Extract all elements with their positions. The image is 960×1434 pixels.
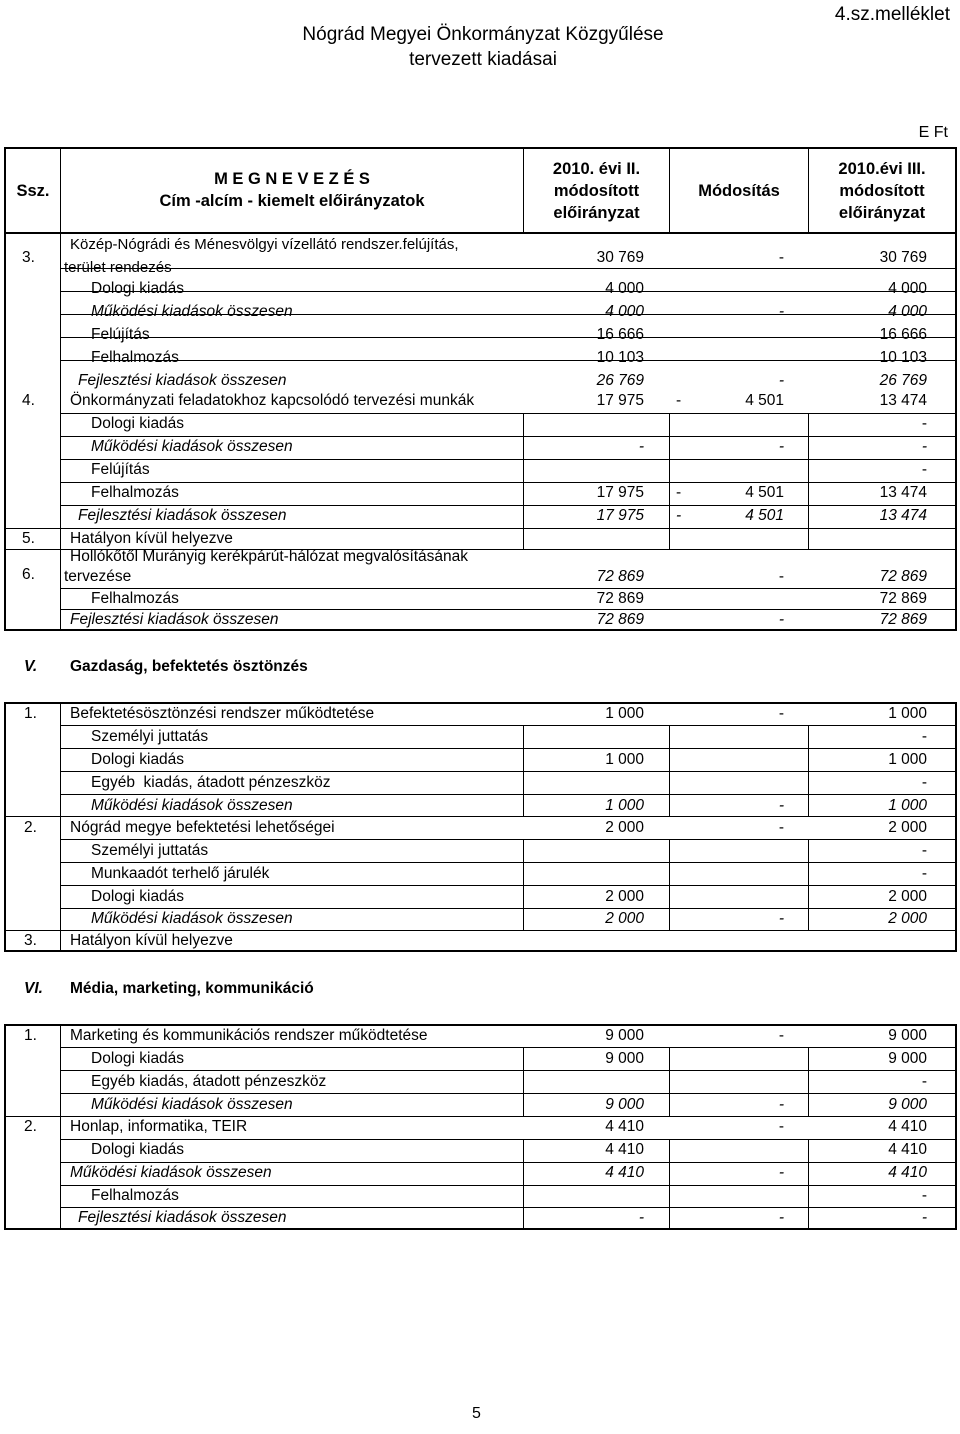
prev-value: 17 975 <box>596 392 644 409</box>
row-label: Felhalmozás <box>91 1187 179 1204</box>
section-number: VI. <box>24 980 43 997</box>
prev-value: 72 869 <box>596 611 644 628</box>
currency-unit: E Ft <box>918 124 948 141</box>
prev-value: 4 000 <box>605 303 644 320</box>
row-label: Felhalmozás <box>91 349 179 366</box>
new-value: 72 869 <box>879 611 927 628</box>
prev-value: 17 975 <box>596 484 644 501</box>
modification-value: - <box>778 1096 784 1113</box>
new-value: 2 000 <box>888 819 927 836</box>
row-label: Fejlesztési kiadások összesen <box>78 1209 287 1226</box>
row-label: Működési kiadások összesen <box>70 1164 272 1181</box>
row-label: Közép-Nógrádi és Ménesvölgyi vízellátó rendszer.felújítás, <box>70 236 459 253</box>
new-value: 13 474 <box>879 484 927 501</box>
col-new-approp <box>809 158 955 224</box>
new-value: 72 869 <box>879 568 927 585</box>
row-label: Egyéb kiadás, átadott pénzeszköz <box>91 774 331 791</box>
modification-value: - <box>778 1118 784 1135</box>
row-label: Hollókőtől Murányig kerékpárút-hálózat megvalósításának <box>70 548 469 565</box>
section-number: V. <box>24 658 38 675</box>
row-number: 6. <box>22 566 35 583</box>
col-prev-approp <box>524 158 669 224</box>
new-value: 10 103 <box>879 349 927 366</box>
new-value: 9 000 <box>888 1096 927 1113</box>
new-value: - <box>921 865 927 882</box>
col-modification: Módosítás <box>698 182 780 200</box>
row-number: 1. <box>24 705 37 722</box>
row-label: Felújítás <box>91 326 150 343</box>
modification-value: - <box>778 249 784 266</box>
col-prev-line-1: 2010. évi II. <box>552 160 641 178</box>
row-number: 1. <box>24 1027 37 1044</box>
row-label: Dologi kiadás <box>91 1050 185 1067</box>
prev-value: 2 000 <box>605 910 644 927</box>
row-number: 4. <box>22 392 35 409</box>
new-value: - <box>921 1187 927 1204</box>
row-label: Egyéb kiadás, átadott pénzeszköz <box>91 1073 327 1090</box>
modification-sign: - <box>676 507 682 524</box>
col-name-line-1: M E G N E V E Z É S <box>214 170 370 188</box>
col-new-line-2: módosított <box>839 182 925 200</box>
section-title: Média, marketing, kommunikáció <box>70 980 314 997</box>
row-label: Fejlesztési kiadások összesen <box>78 372 287 389</box>
document-title <box>300 22 666 72</box>
prev-value: 1 000 <box>605 705 644 722</box>
prev-value: - <box>638 438 644 455</box>
row-label: Működési kiadások összesen <box>91 303 293 320</box>
col-ssz: Ssz. <box>16 182 50 200</box>
modification-sign: - <box>676 392 682 409</box>
modification-value: - <box>778 1209 784 1226</box>
col-name <box>62 168 522 212</box>
new-value: 1 000 <box>888 705 927 722</box>
row-label: Honlap, informatika, TEIR <box>70 1118 248 1135</box>
prev-value: 9 000 <box>605 1096 644 1113</box>
modification-value: - <box>778 1027 784 1044</box>
new-value: - <box>921 438 927 455</box>
prev-value: 4 410 <box>605 1118 644 1135</box>
prev-value: 1 000 <box>605 797 644 814</box>
prev-value: 1 000 <box>605 751 644 768</box>
new-value: - <box>921 728 927 745</box>
row-label: Hatályon kívül helyezve <box>70 530 233 547</box>
row-label: Hatályon kívül helyezve <box>70 932 233 949</box>
row-label: Személyi juttatás <box>91 728 209 745</box>
section-title: Gazdaság, befektetés ösztönzés <box>70 658 308 675</box>
row-label: Nógrád megye befektetési lehetőségei <box>70 819 335 836</box>
row-number: 3. <box>24 932 37 949</box>
row-label: Önkormányzati feladatokhoz kapcsolódó tervezési munkák <box>70 392 475 409</box>
new-value: - <box>921 415 927 432</box>
new-value: 13 474 <box>879 392 927 409</box>
prev-value: 72 869 <box>596 590 644 607</box>
row-label-cont: tervezése <box>64 568 132 585</box>
new-value: 30 769 <box>879 249 927 266</box>
prev-value: - <box>638 1209 644 1226</box>
new-value: 1 000 <box>888 751 927 768</box>
new-value: 4 410 <box>888 1141 927 1158</box>
row-label: Dologi kiadás <box>91 415 185 432</box>
row-label: Működési kiadások összesen <box>91 1096 293 1113</box>
col-prev-line-3: előirányzat <box>553 204 640 222</box>
row-label: Fejlesztési kiadások összesen <box>78 507 287 524</box>
row-label: Befektetésösztönzési rendszer működtetése <box>70 705 375 722</box>
row-label: Fejlesztési kiadások összesen <box>70 611 279 628</box>
new-value: 4 410 <box>888 1118 927 1135</box>
prev-value: 16 666 <box>596 326 644 343</box>
row-label: Dologi kiadás <box>91 751 185 768</box>
prev-value: 17 975 <box>596 507 644 524</box>
new-value: 2 000 <box>888 910 927 927</box>
new-value: 16 666 <box>879 326 927 343</box>
modification-value: - <box>778 438 784 455</box>
row-label-cont: terület rendezés <box>64 259 172 276</box>
row-label: Személyi juttatás <box>91 842 209 859</box>
row-label: Működési kiadások összesen <box>91 797 293 814</box>
page-number: 5 <box>472 1405 481 1422</box>
row-label: Marketing és kommunikációs rendszer működtetése <box>70 1027 428 1044</box>
modification-value: - <box>778 611 784 628</box>
row-number: 2. <box>24 819 37 836</box>
new-value: 26 769 <box>879 372 927 389</box>
title-line-1: Nógrád Megyei Önkormányzat Közgyűlése <box>302 24 664 45</box>
new-value: - <box>921 842 927 859</box>
modification-value: - <box>778 910 784 927</box>
new-value: 4 000 <box>888 303 927 320</box>
row-label: Működési kiadások összesen <box>91 910 293 927</box>
modification-value: - <box>778 797 784 814</box>
prev-value: 9 000 <box>605 1027 644 1044</box>
modification-value: - <box>778 303 784 320</box>
prev-value: 30 769 <box>596 249 644 266</box>
modification-value: 4 501 <box>745 392 784 409</box>
prev-value: 4 410 <box>605 1141 644 1158</box>
modification-sign: - <box>676 484 682 501</box>
row-number: 3. <box>22 249 35 266</box>
row-label: Dologi kiadás <box>91 888 185 905</box>
modification-value: 4 501 <box>745 484 784 501</box>
new-value: 13 474 <box>879 507 927 524</box>
annex-label: 4.sz.melléklet <box>834 4 950 25</box>
col-prev-line-2: módosított <box>553 182 640 200</box>
prev-value: 4 410 <box>605 1164 644 1181</box>
row-label: Munkaadót terhelő járulék <box>91 865 270 882</box>
col-name-line-2: Cím -alcím - kiemelt előirányzatok <box>159 192 425 210</box>
modification-value: 4 501 <box>745 507 784 524</box>
row-label: Működési kiadások összesen <box>91 438 293 455</box>
modification-value: - <box>778 705 784 722</box>
new-value: 4 000 <box>888 280 927 297</box>
new-value: 4 410 <box>888 1164 927 1181</box>
prev-value: 2 000 <box>605 888 644 905</box>
new-value: 2 000 <box>888 888 927 905</box>
prev-value: 2 000 <box>605 819 644 836</box>
prev-value: 4 000 <box>605 280 644 297</box>
title-line-2: tervezett kiadásai <box>409 49 557 70</box>
new-value: - <box>921 1209 927 1226</box>
modification-value: - <box>778 1164 784 1181</box>
row-label: Dologi kiadás <box>91 280 185 297</box>
new-value: - <box>921 774 927 791</box>
row-label: Felhalmozás <box>91 590 179 607</box>
prev-value: 9 000 <box>605 1050 644 1067</box>
prev-value: 72 869 <box>596 568 644 585</box>
row-label: Dologi kiadás <box>91 1141 185 1158</box>
row-label: Felújítás <box>91 461 150 478</box>
new-value: 72 869 <box>879 590 927 607</box>
new-value: 1 000 <box>888 797 927 814</box>
prev-value: 10 103 <box>596 349 644 366</box>
new-value: - <box>921 1073 927 1090</box>
col-new-line-3: előirányzat <box>838 204 926 222</box>
col-new-line-1: 2010.évi III. <box>838 160 926 178</box>
modification-value: - <box>778 819 784 836</box>
new-value: 9 000 <box>888 1050 927 1067</box>
row-number: 2. <box>24 1118 37 1135</box>
new-value: 9 000 <box>888 1027 927 1044</box>
row-label: Felhalmozás <box>91 484 179 501</box>
modification-value: - <box>778 568 784 585</box>
prev-value: 26 769 <box>596 372 644 389</box>
modification-value: - <box>778 372 784 389</box>
new-value: - <box>921 461 927 478</box>
row-number: 5. <box>22 530 35 547</box>
